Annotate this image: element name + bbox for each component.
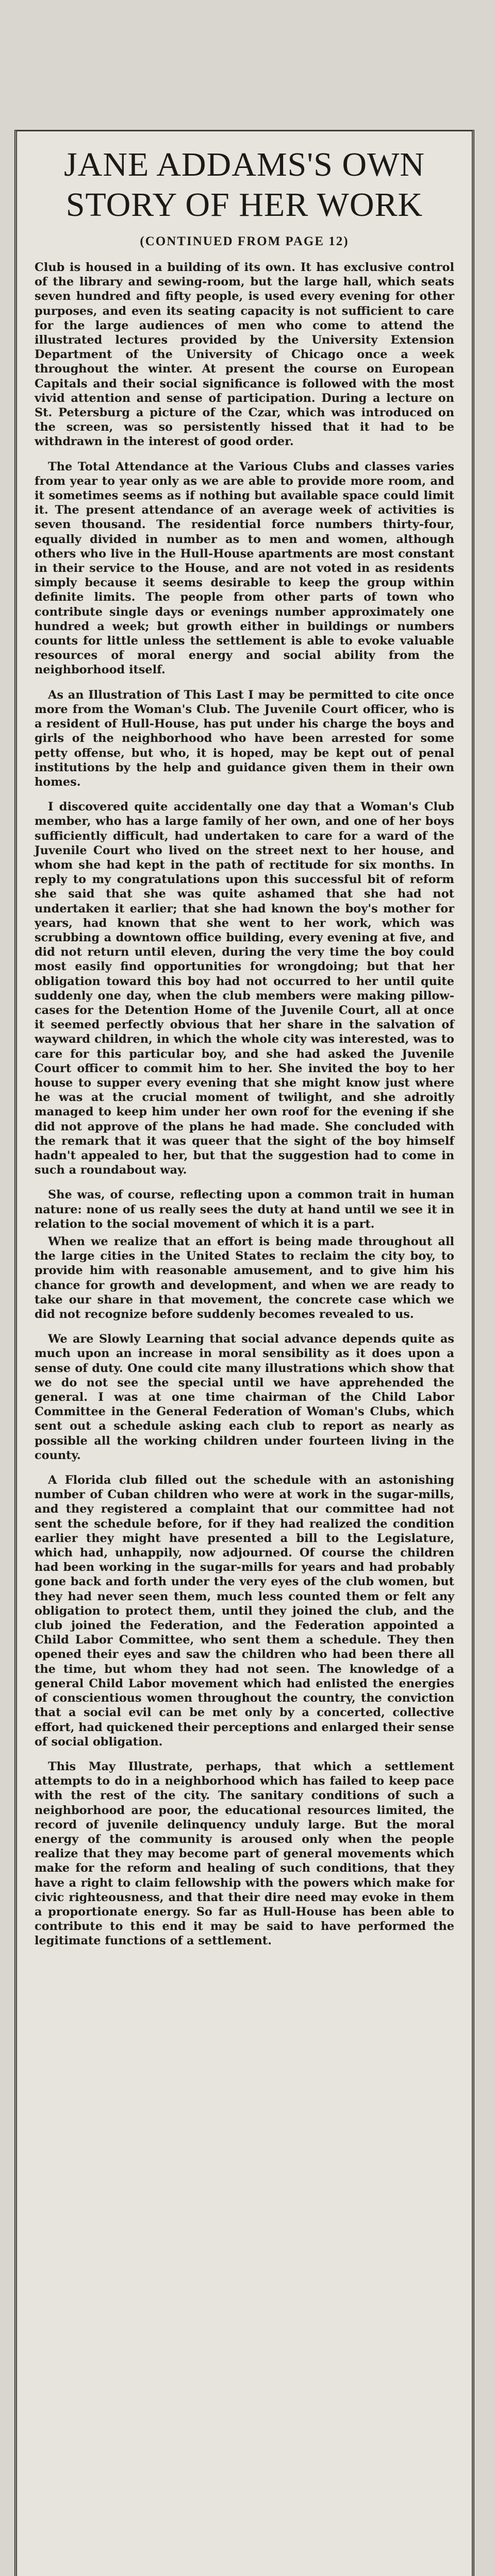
paragraph-text: When we realize that an effort is being made throughout all the large cities in the United States to reclaim the city boy, to provide him with reasonable amusement, and to give him his chance for growth and development, and when we are ready to take our share in that movement, the concrete case which we did not recognize before suddenly becomes revealed to us.	[35, 1235, 454, 1321]
paragraph	[35, 1188, 454, 1231]
paragraph-lead: We are Slowly Learning	[48, 1332, 204, 1346]
paragraph-text: I discovered quite accidentally one day that a Woman's Club member, who has a large family of her own, and one of her boys sufficiently difficult, had undertaken to care for a ward of the Juvenile Court who lived on the street next to her house, and whom she had kept in the path of rectitude for six months. In reply to my congratulations upon this successful bit of reform she said that she was quite ashamed that she had not undertaken it earlier; that she had known the boy's mother for years, had known that she went to her work, which was scrubbing a downtown office building, every evening at five, and did not return until eleven, during the very time the boy could most easily find opportunities for wrongdoing; but that her obligation toward this boy had not occurred to her until quite suddenly one day, when the club members were making pillow-cases for the Detention Home of the Juvenile Court, all at once it seemed perfectly obvious that her share in the salvation of wayward children, in which the whole city was interested, was to care for this particular boy, and she had asked the Juvenile Court officer to commit him to her. She invited the boy to her house to supper every evening that she might know just where he was at the crucial moment of twilight, and she adroitly managed to keep him under her own roof for the evening if she did not approve of the plans he had made. She concluded with the remark that it was queer that the sight of the boy himself hadn't appealed to her, but that the suggestion had to come in such a roundabout way.	[35, 800, 454, 1177]
paragraph-lead: As an Illustration of This Last I may be permitted	[48, 688, 373, 702]
paragraph-text: classes varies from year to year only as we are able to provide more room, and it sometimes seems as if nothing but available space could limit it. The present attendance of an average week of activities is seven thousand. The residential force numbers thirty-four, equally divided in number as to men and women, although others who live in the Hull-House apartments are most constant in their service to the House, and are not voted in as residents simply because it seems desirable to keep the group within definite limits. The people from other parts of town who contribute single days or evenings number approximately one hundred a week; but growth either in buildings or numbers counts for little unless the settlement is able to evoke valuable resources of moral energy and social ability from the neighborhood itself.	[35, 460, 454, 677]
paragraph-text: perhaps, that which a settlement attempts to do in a neighborhood which has failed to keep pace with the rest of the city. The sanitary conditions of such a neighborhood are poor, the educational resources limited, the record of juvenile delinquency unduly large. But the moral energy of the community is aroused only when the people realize that they may become part of general movements which make for the reform and healing of such conditions, that they have a right to claim fellowship with the powers which make for civic righteousness, and that their dire need may evoke in them a proportionate energy. So far as Hull-House has been able to contribute to this end it may be said to have performed the legitimate functions of a settlement.	[35, 1759, 454, 1948]
paragraph	[35, 1473, 454, 1749]
paragraph	[35, 688, 454, 789]
paragraph-text: She was, of course, reflecting upon a common trait in human nature: none of us really sees the duty at hand until we see it in relation to the social movement of which it is a part.	[35, 1188, 454, 1231]
title-line-2: STORY OF HER WORK	[65, 186, 423, 224]
paragraph-text: that social advance depends quite as much upon an increase in moral sensibility as it does upon a sense of duty. One could cite many illustrations which show that we do not see the special until we have apprehended the general. I was at one time chairman of the Child Labor Committee in the General Federation of Woman's Clubs, which sent out a schedule asking each club to report as nearly as possible all the working children under fourteen living in the county.	[35, 1332, 454, 1462]
continued-note: (CONTINUED FROM PAGE 12)	[140, 234, 349, 248]
paragraph	[35, 460, 454, 677]
paragraph	[35, 800, 454, 1177]
paragraph	[35, 1332, 454, 1463]
title-line-1: JANE ADDAMS'S OWN	[64, 146, 425, 183]
article-column	[14, 130, 474, 2576]
paragraph-lead: This May Illustrate,	[48, 1759, 193, 1773]
paragraph-text: A Florida club filled out the schedule with an astonishing number of Cuban children who were at work in the sugar-mills, and they registered a complaint that our committee had not sent the schedule before, for if they had realized the condition earlier they might have presented a bill to the Legislature, which had, unhappily, now adjourned. Of course the children had been working in the sugar-mills for years and had probably gone back and forth under the very eyes of the club women, but they had never seen them, much less counted them or felt any obligation to protect them, until they joined the club, and the club joined the Federation, and the Federation appointed a Child Labor Committee, who sent them a schedule. They then opened their eyes and saw the children who had been there all the time, but whom they had not seen. The knowledge of a general Child Labor movement which had enlisted the energies of conscientious women throughout the country, the conviction that a social evil can be met only by a concerted, collective effort, had quickened their perceptions and enlarged their sense of social obligation.	[35, 1473, 454, 1749]
paragraph-text: to cite once more from the Woman's Club. The Juvenile Court officer, who is a resident of Hull-House, has put under his charge the boys and girls of the neighborhood who have been arrested for some petty offense, but who, it is hoped, may be kept out of penal institutions by the help and guidance given them in their own homes.	[35, 688, 454, 789]
paragraph-text: Club is housed in a building of its own. It has exclusive control of the library and sewing-room, but the large hall, which seats seven hundred and fifty people, is used every evening for other purposes, and even its seating capacity is not sufficient to care for the large audiences of men who come to attend the illustrated lectures provided by the University Extension Department of the University of Chicago once a week throughout the winter. At present the course on European Capitals and their social significance is followed with the most vivid attention and sense of participation. During a lecture on St. Petersburg a picture of the Czar, which was introduced on the screen, was so persistently hissed that it had to be withdrawn in the interest of good order.	[35, 261, 454, 449]
paragraph	[35, 260, 454, 449]
paragraph	[35, 1759, 454, 1948]
paragraph-lead: The Total Attendance at the Various Clubs and	[48, 460, 359, 473]
article-title	[35, 145, 454, 225]
paragraph	[35, 1234, 454, 1321]
article-body	[35, 260, 454, 1948]
